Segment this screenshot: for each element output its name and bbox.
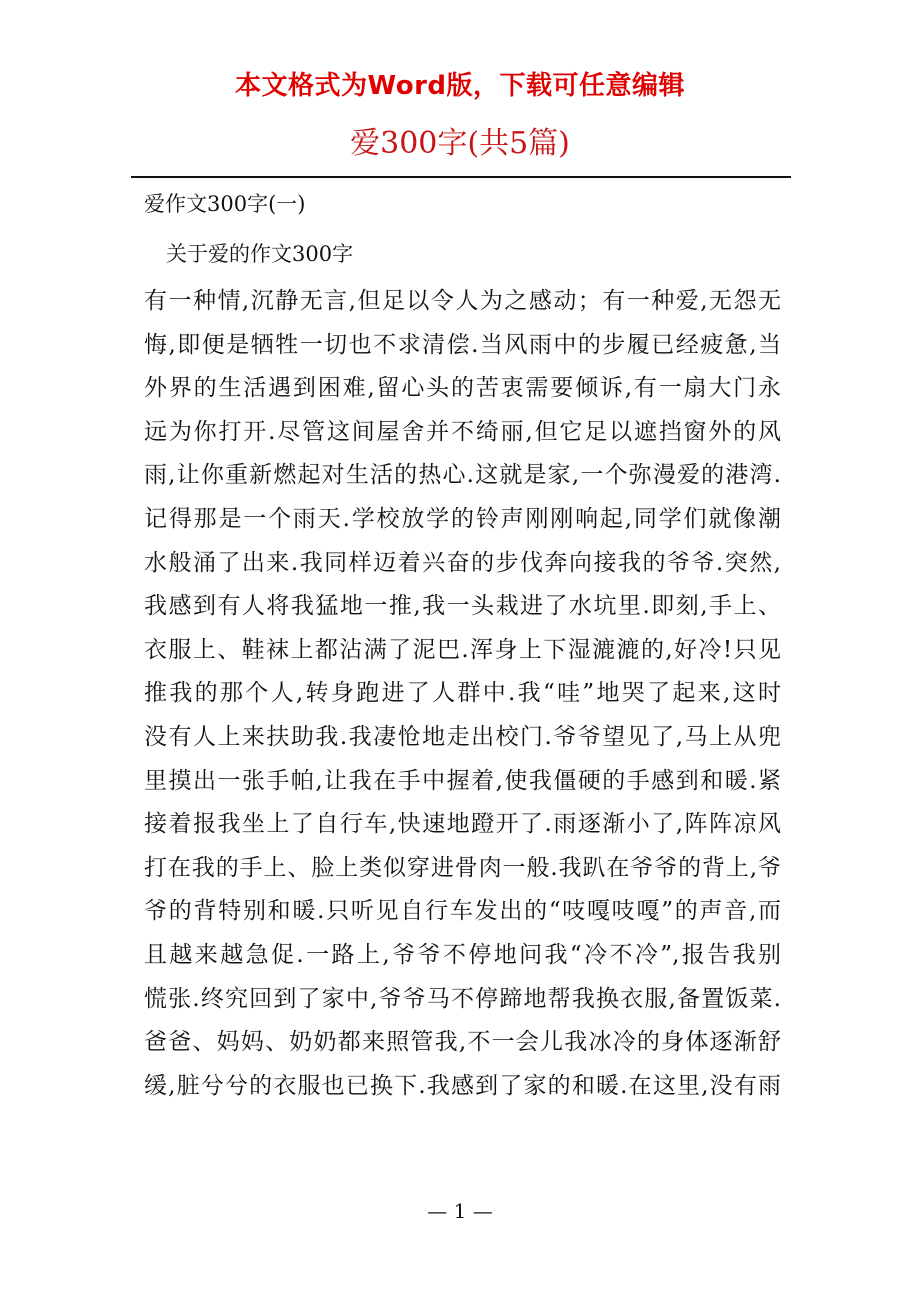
body-line: 记得那是一个雨天.学校放学的铃声刚刚响起,同学们就像潮: [144, 505, 781, 532]
title-divider: [131, 176, 791, 178]
body-line: 外界的生活遇到困难,留心头的苦衷需要倾诉,有一扇大门永: [144, 375, 781, 402]
body-line: 远为你打开.尽管这间屋舍并不绮丽,但它足以遮挡窗外的风: [144, 418, 781, 445]
essay-body: [144, 280, 784, 1108]
body-line: 接着报我坐上了自行车,快速地蹬开了.雨逐渐小了,阵阵凉风: [144, 811, 781, 838]
body-line: 推我的那个人,转身跑进了人群中.我“哇”地哭了起来,这时: [144, 680, 781, 707]
body-line: 没有人上来扶助我.我凄怆地走出校门.爷爷望见了,马上从兜: [144, 723, 781, 750]
body-line: 我感到有人将我猛地一推,我一头栽进了水坑里.即刻,手上、: [144, 593, 781, 620]
body-line: 悔,即便是牺牲一切也不求清偿.当风雨中的步履已经疲惫,当: [144, 331, 781, 358]
body-line: 爸爸、妈妈、奶奶都来照管我,不一会儿我冰冷的身体逐渐舒: [144, 1029, 781, 1056]
body-line: 雨,让你重新燃起对生活的热心.这就是家,一个弥漫爱的港湾.: [144, 462, 781, 489]
essay-subtitle: 关于爱的作文300字: [166, 242, 354, 266]
body-line: 慌张.终究回到了家中,爷爷马不停蹄地帮我换衣服,备置饭菜.: [144, 985, 781, 1012]
body-line: 水般涌了出来.我同样迈着兴奋的步伐奔向接我的爷爷.突然,: [144, 549, 781, 576]
body-line: 有一种情,沉静无言,但足以令人为之感动；有一种爱,无怨无: [144, 288, 781, 314]
document-title: 爱300字(共5篇): [350, 126, 570, 161]
page-number: — 1 —: [427, 1199, 493, 1223]
body-line: 且越来越急促.一路上,爷爷不停地问我“冷不冷”,报告我别: [144, 941, 781, 968]
body-line: 里摸出一张手帕,让我在手中握着,使我僵硬的手感到和暖.紧: [144, 767, 781, 794]
section-heading: 爱作文300字(一): [144, 192, 306, 216]
body-line: 缓,脏兮兮的衣服也已换下.我感到了家的和暖.在这里,没有雨: [144, 1072, 781, 1099]
body-line: 衣服上、鞋袜上都沾满了泥巴.浑身上下湿漉漉的,好冷!只见: [144, 636, 781, 663]
body-line: 打在我的手上、脸上类似穿进骨肉一般.我趴在爷爷的背上,爷: [144, 854, 781, 881]
format-notice-banner: 本文格式为Word版，下载可任意编辑: [234, 71, 686, 101]
body-line: 爷的背特别和暖.只听见自行车发出的“吱嘎吱嘎”的声音,而: [144, 898, 781, 925]
